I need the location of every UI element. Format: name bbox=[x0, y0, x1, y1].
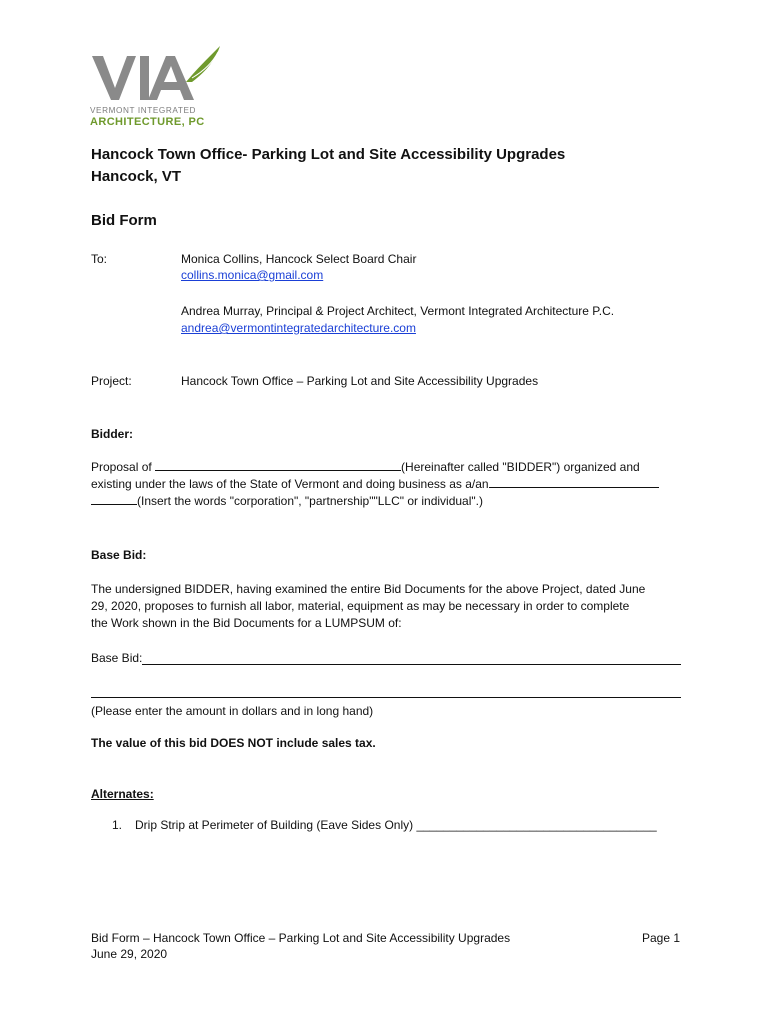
existing-under-text: existing under the laws of the State of Vermont and doing business as a/an bbox=[91, 477, 489, 491]
base-bid-heading: Base Bid: bbox=[91, 548, 147, 562]
sales-tax-note: The value of this bid DOES NOT include sales tax. bbox=[91, 736, 376, 750]
form-title: Bid Form bbox=[91, 212, 157, 229]
alternate-item-1-number: 1. bbox=[112, 818, 123, 832]
recipient-1-email-link[interactable]: collins.monica@gmail.com bbox=[181, 268, 324, 282]
base-bid-para-line-1: The undersigned BIDDER, having examined the entire Bid Documents for the above Project, dated June bbox=[91, 582, 646, 596]
insert-words-text: (Insert the words "corporation", "partnership""LLC" or individual".) bbox=[137, 494, 483, 508]
project-location: Hancock, VT bbox=[91, 168, 182, 185]
base-bid-para-line-2: 29, 2020, proposes to furnish all labor, material, equipment as may be necessary in order to complete bbox=[91, 599, 630, 613]
footer-date: June 29, 2020 bbox=[91, 947, 168, 961]
project-label: Project: bbox=[91, 374, 132, 388]
bidder-name-field[interactable] bbox=[155, 459, 401, 471]
proposal-of-label: Proposal of bbox=[91, 460, 156, 474]
alternate-item-1-text: Drip Strip at Perimeter of Building (Eave Sides Only) ____________________________________ bbox=[135, 818, 657, 832]
alternates-heading: Alternates: bbox=[91, 787, 154, 801]
project-title: Hancock Town Office- Parking Lot and Site Accessibility Upgrades bbox=[91, 146, 566, 163]
business-type-field-cont[interactable] bbox=[91, 493, 137, 505]
hereinafter-text: (Hereinafter called "BIDDER") organized and bbox=[401, 460, 640, 474]
proposal-line-2 bbox=[91, 476, 659, 492]
footer-page-number: Page 1 bbox=[642, 931, 681, 945]
recipient-2-email-link[interactable]: andrea@vermontintegratedarchitecture.com bbox=[181, 321, 416, 335]
base-bid-amount-field[interactable] bbox=[142, 664, 681, 665]
base-bid-para-line-3: the Work shown in the Bid Documents for a LUMPSUM of: bbox=[91, 616, 402, 630]
footer-document-title: Bid Form – Hancock Town Office – Parking Lot and Site Accessibility Upgrades bbox=[91, 931, 511, 945]
recipient-1-name: Monica Collins, Hancock Select Board Chair bbox=[181, 252, 417, 266]
business-type-field[interactable] bbox=[489, 476, 659, 488]
via-logo-mark bbox=[88, 42, 228, 106]
recipient-2-name: Andrea Murray, Principal & Project Architect, Vermont Integrated Architecture P.C. bbox=[181, 304, 615, 318]
proposal-line-1 bbox=[91, 459, 640, 475]
to-label: To: bbox=[91, 252, 108, 266]
logo-line-1: VERMONT INTEGRATED bbox=[90, 106, 197, 115]
base-bid-field-label: Base Bid: bbox=[91, 651, 143, 665]
bidder-heading: Bidder: bbox=[91, 427, 133, 441]
proposal-line-3 bbox=[91, 493, 483, 509]
base-bid-instruction: (Please enter the amount in dollars and in long hand) bbox=[91, 704, 374, 718]
project-value: Hancock Town Office – Parking Lot and Site Accessibility Upgrades bbox=[181, 374, 539, 388]
company-logo bbox=[88, 42, 228, 134]
logo-line-2: ARCHITECTURE, PC bbox=[90, 116, 205, 128]
base-bid-longhand-field[interactable] bbox=[91, 697, 681, 698]
